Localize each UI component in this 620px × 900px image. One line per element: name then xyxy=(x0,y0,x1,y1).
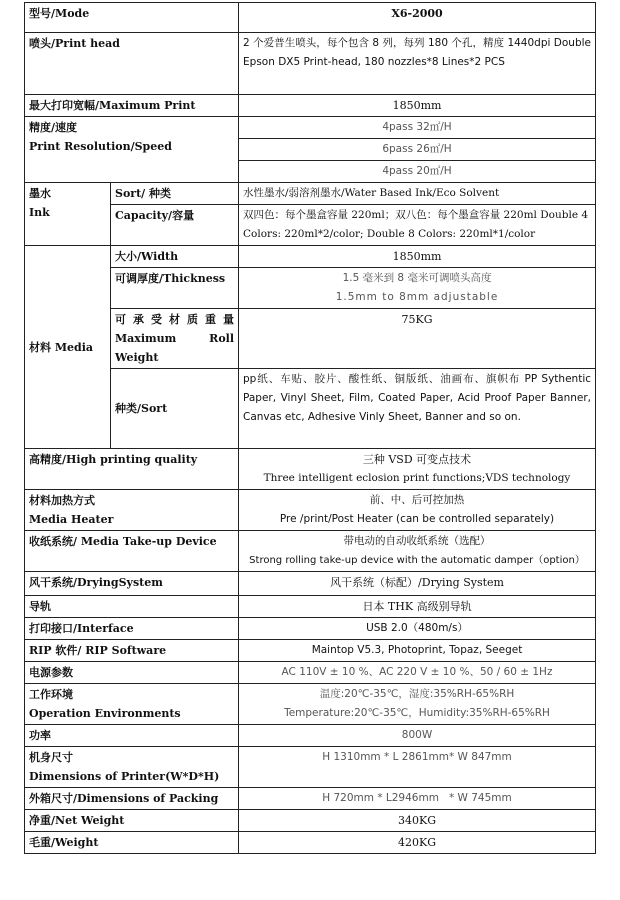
rip-value: Maintop V5.3, Photoprint, Topaz, Seeget xyxy=(239,640,596,662)
env-value-en: Temperature:20℃-35℃，Humidity:35%RH-65%RH xyxy=(284,707,550,719)
table-row xyxy=(25,33,596,95)
wattage-label: 功率 xyxy=(25,725,239,747)
ink-capacity-label: Capacity/容量 xyxy=(111,205,239,246)
table-row xyxy=(25,684,596,725)
takeup-value-en: Strong rolling take-up device with the automatic damper（option） xyxy=(249,555,585,566)
table-row xyxy=(25,117,596,139)
print-head-label: 喷头/Print head xyxy=(25,33,239,95)
interface-value: USB 2.0（480m/s） xyxy=(239,618,596,640)
power-value: AC 110V ± 10 %、AC 220 V ± 10 %、50 / 60 ± 1Hz xyxy=(239,662,596,684)
env-value-cn: 温度:20℃-35℃，湿度:35%RH-65%RH xyxy=(319,688,515,700)
power-label: 电源参数 xyxy=(25,662,239,684)
takeup-value-cn: 带电动的自动收纸系统（选配） xyxy=(343,535,491,547)
takeup-label: 收纸系统/ Media Take-up Device xyxy=(25,531,239,572)
spec-table xyxy=(24,2,596,854)
quality-label: 高精度/High printing quality xyxy=(25,449,239,490)
table-row xyxy=(25,3,596,33)
media-label: 材料 Media xyxy=(25,246,111,449)
table-row xyxy=(25,832,596,854)
takeup-cell xyxy=(239,531,596,572)
gross-value: 420KG xyxy=(239,832,596,854)
interface-label: 打印接口/Interface xyxy=(25,618,239,640)
table-row xyxy=(25,246,596,268)
net-value: 340KG xyxy=(239,810,596,832)
ink-capacity-value: 双四色：每个墨盒容量 220ml；双八色：每个墨盒容量 220ml Double 4 Colors: 220ml*2/color; Double 8 Colors: 220ml*1/color xyxy=(239,205,596,246)
table-row xyxy=(25,640,596,662)
resolution-value-3: 4pass 20㎡/H xyxy=(239,161,596,183)
ink-sort-label: Sort/ 种类 xyxy=(111,183,239,205)
print-head-value: 2 个爱普生喷头，每个包含 8 列，每列 180 个孔，精度 1440dpi Double Epson DX5 Print-head, 180 nozzles*8 Lines*2 PCS xyxy=(239,33,596,95)
rail-value: 日本 THK 高级别导轨 xyxy=(239,596,596,618)
rip-label: RIP 软件/ RIP Software xyxy=(25,640,239,662)
table-row xyxy=(25,95,596,117)
env-label: 工作环境 Operation Environments xyxy=(25,684,239,725)
quality-value-cn: 三种 VSD 可变点技术 xyxy=(362,453,472,466)
table-row xyxy=(25,205,596,246)
table-row xyxy=(25,788,596,810)
table-row xyxy=(25,662,596,684)
dims-label: 机身尺寸 Dimensions of Printer(W*D*H) xyxy=(25,747,239,788)
media-weight-value: 75KG xyxy=(239,309,596,369)
quality-cell xyxy=(239,449,596,490)
table-row xyxy=(25,810,596,832)
box-label: 外箱尺寸/Dimensions of Packing xyxy=(25,788,239,810)
drying-value: 风干系统（标配）/Drying System xyxy=(239,572,596,596)
wattage-value: 800W xyxy=(239,725,596,747)
box-value: H 720mm * L2946mm * W 745mm xyxy=(239,788,596,810)
max-print-label: 最大打印宽幅/Maximum Print xyxy=(25,95,239,117)
gross-label: 毛重/Weight xyxy=(25,832,239,854)
media-thickness-value-cn: 1.5 毫米到 8 毫米可调喷头高度 xyxy=(342,272,492,284)
model-value: X6-2000 xyxy=(239,3,596,33)
table-row xyxy=(25,596,596,618)
heater-label: 材料加热方式 Media Heater xyxy=(25,490,239,531)
table-row xyxy=(25,183,596,205)
ink-label: 墨水 Ink xyxy=(25,183,111,246)
ink-sort-value: 水性墨水/弱溶剂墨水/Water Based Ink/Eco Solvent xyxy=(239,183,596,205)
media-sort-label: 种类/Sort xyxy=(111,369,239,449)
table-row xyxy=(25,268,596,309)
table-row xyxy=(25,369,596,449)
table-row xyxy=(25,747,596,788)
heater-value-en: Pre /print/Post Heater (can be controlled separately) xyxy=(279,513,555,525)
drying-label: 风干系统/DryingSystem xyxy=(25,572,239,596)
media-thickness-cell xyxy=(239,268,596,309)
table-row xyxy=(25,531,596,572)
media-thickness-label: 可调厚度/Thickness xyxy=(111,268,239,309)
table-row xyxy=(25,490,596,531)
rail-label: 导轨 xyxy=(25,596,239,618)
media-sort-value: pp纸、车贴、胶片、酸性纸、铜版纸、油画布、旗帜布 PP Sythentic Paper, Vinyl Sheet, Film, Coated Paper, Acid Proof Paper Banner, Canvas etc, Adhesive Vinly Sheet, Banner and so on. xyxy=(239,369,596,449)
table-row xyxy=(25,618,596,640)
table-row xyxy=(25,309,596,369)
quality-value-en: Three intelligent eclosion print functions;VDS technology xyxy=(263,472,571,484)
table-row xyxy=(25,449,596,490)
resolution-value-2: 6pass 26㎡/H xyxy=(239,139,596,161)
heater-value-cn: 前、中、后可控加热 xyxy=(369,494,465,506)
dims-value: H 1310mm * L 2861mm* W 847mm xyxy=(239,747,596,788)
max-print-value: 1850mm xyxy=(239,95,596,117)
table-row xyxy=(25,725,596,747)
model-label: 型号/Mode xyxy=(25,3,239,33)
media-thickness-value-en: 1.5mm to 8mm adjustable xyxy=(335,291,499,303)
net-label: 净重/Net Weight xyxy=(25,810,239,832)
heater-cell xyxy=(239,490,596,531)
env-cell xyxy=(239,684,596,725)
resolution-value-1: 4pass 32㎡/H xyxy=(239,117,596,139)
media-width-value: 1850mm xyxy=(239,246,596,268)
resolution-label: 精度/速度 Print Resolution/Speed xyxy=(25,117,239,183)
table-row xyxy=(25,572,596,596)
media-width-label: 大小/Width xyxy=(111,246,239,268)
media-weight-label: 可承受材质重量 Maximum Roll Weight xyxy=(111,309,239,369)
